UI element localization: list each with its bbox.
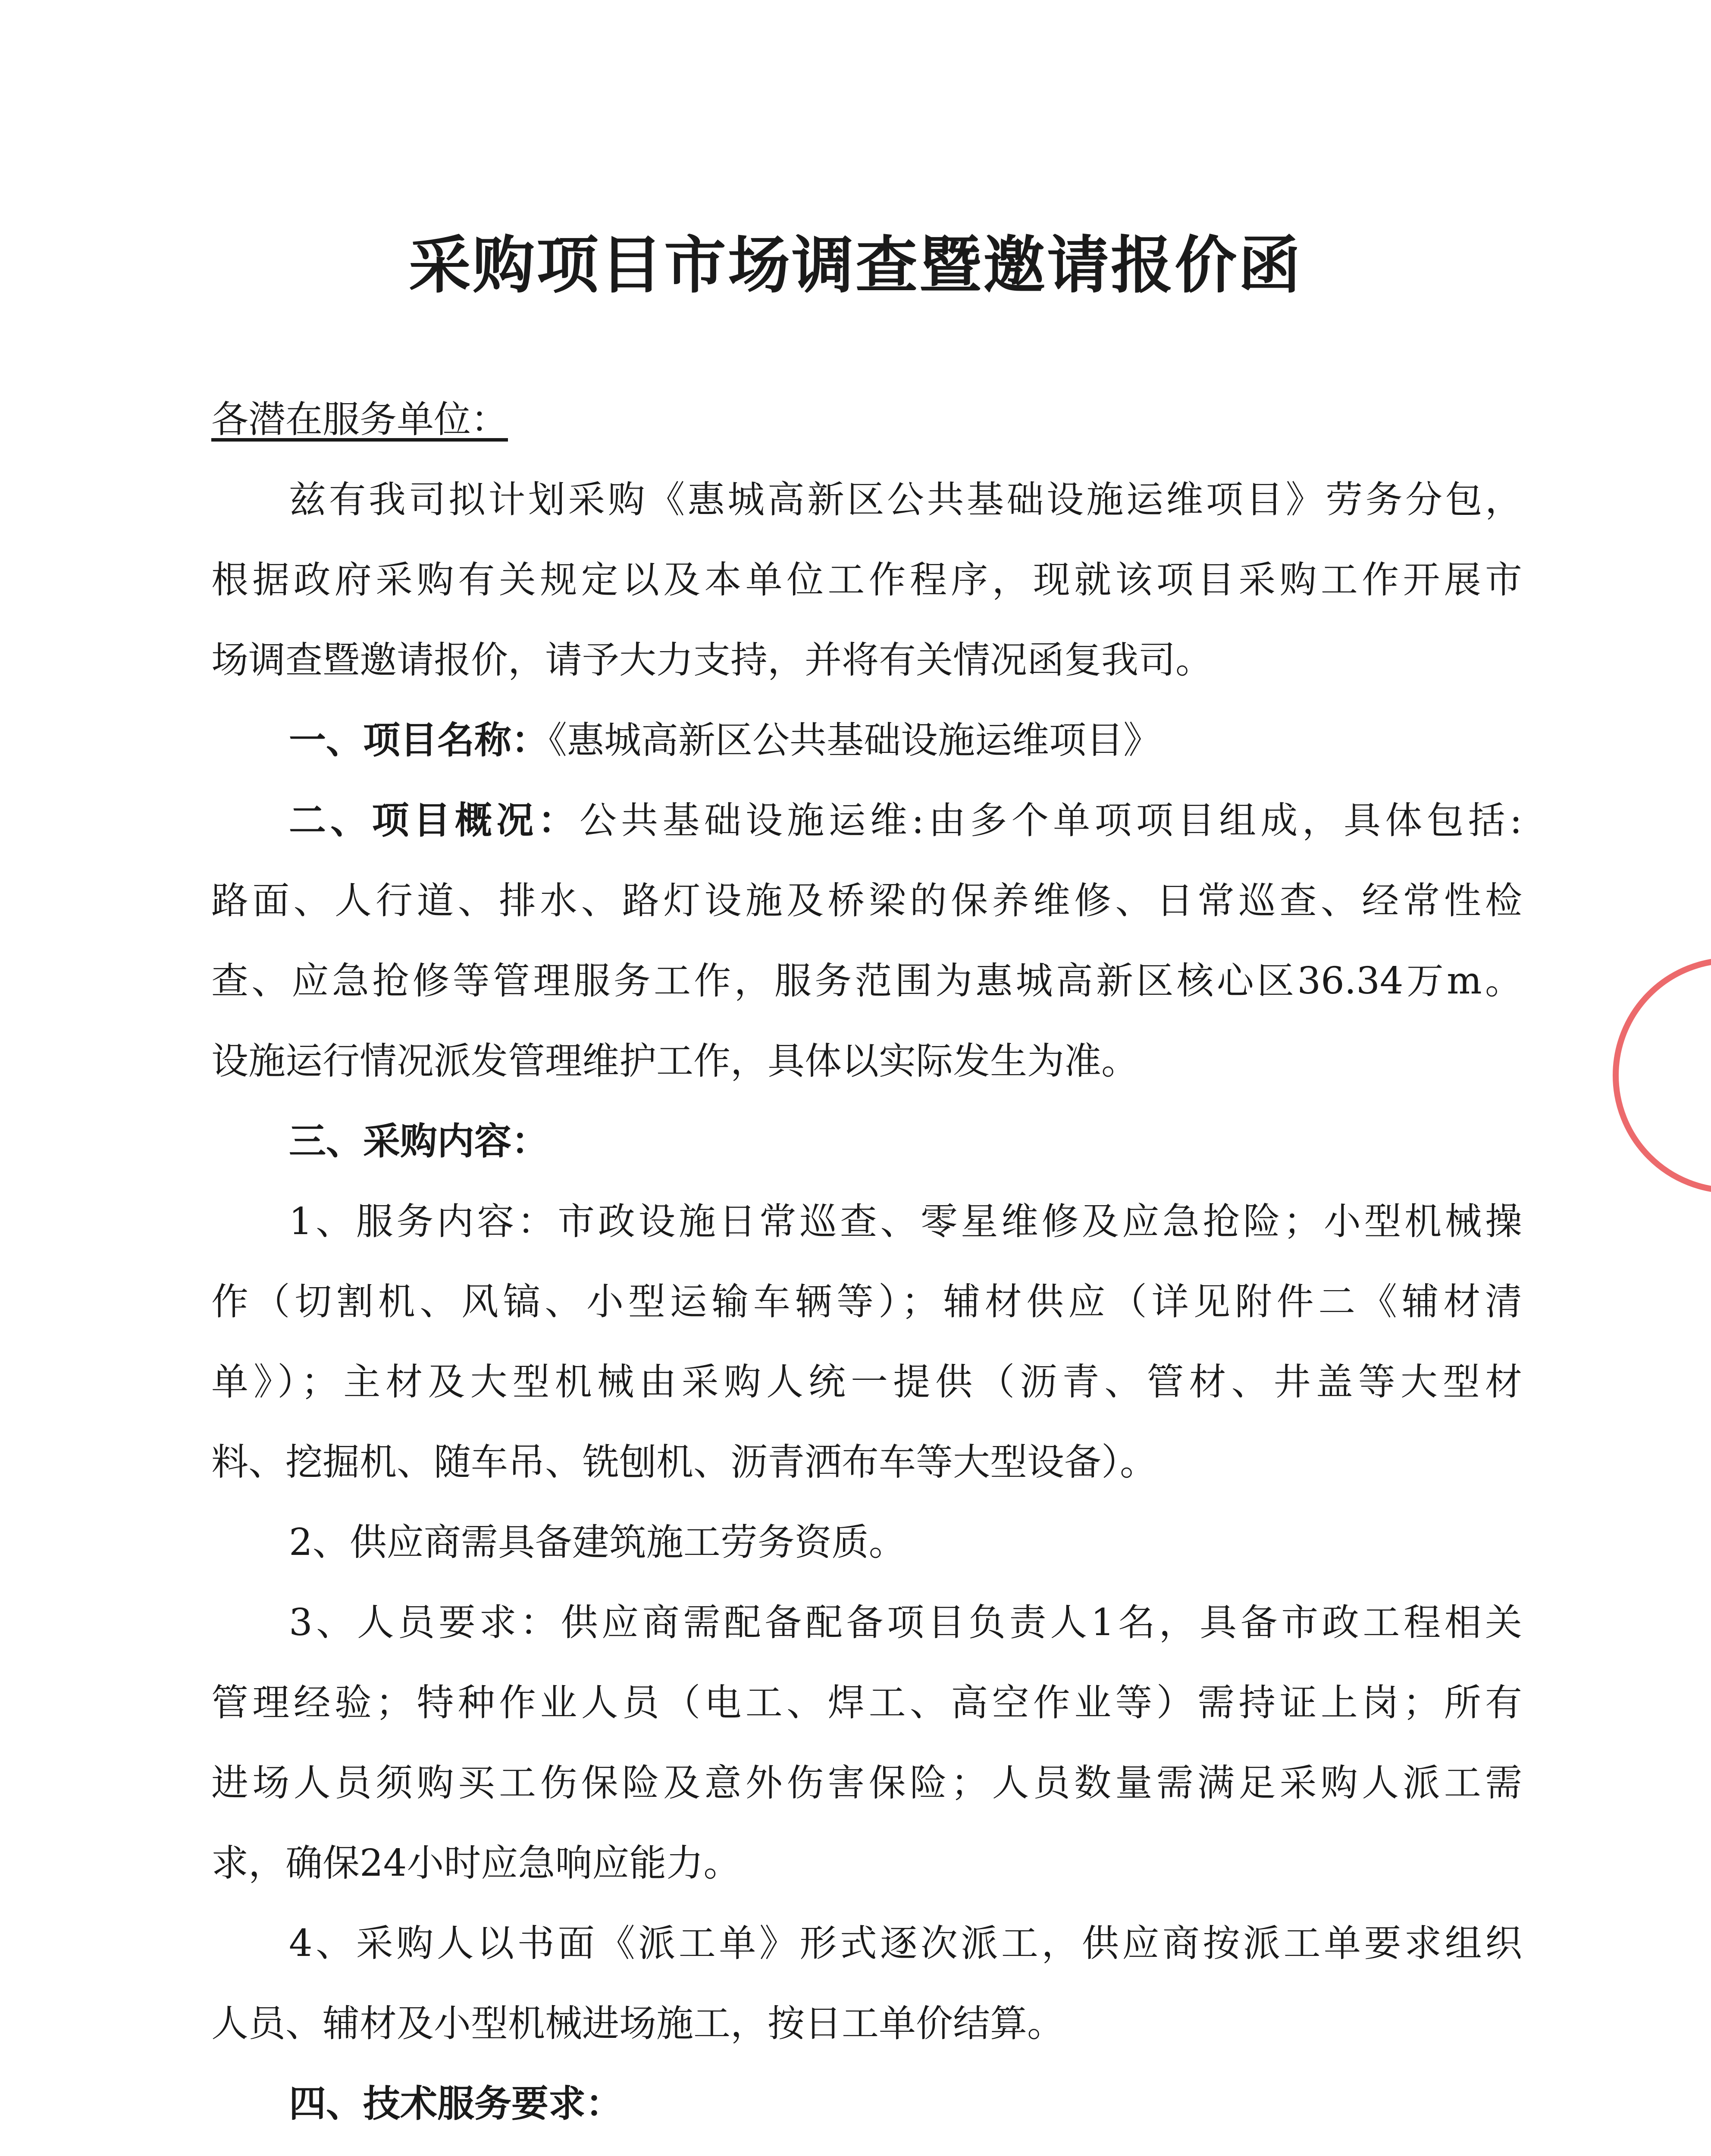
line-text: 1、服务内容：市政设施日常巡查、零星维修及应急抢险；小型机械操 — [289, 1200, 1522, 1243]
salutation-text: 各潜在服务单位： — [211, 398, 508, 441]
line-text: 3、人员要求：供应商需配备配备项目负责人1名，具备市政工程相关 — [289, 1601, 1522, 1644]
paragraph-line — [211, 2144, 1522, 2156]
section-heading: 二、项目概况： — [289, 799, 580, 842]
paragraph-line — [211, 2064, 1522, 2144]
line-text: 单》）；主材及大型机械由采购人统一提供（沥青、管材、井盖等大型材 — [211, 1360, 1522, 1404]
paragraph-line — [211, 941, 1522, 1021]
paragraph-line — [211, 1743, 1522, 1823]
line-text: 料、挖掘机、随车吊、铣刨机、沥青洒布车等大型设备）。 — [211, 1441, 1157, 1484]
section-heading: 一、项目名称： — [289, 719, 548, 762]
line-text: 查、应急抢修等管理服务工作，服务范围为惠城高新区核心区36.34万m。 — [211, 959, 1522, 1003]
section-heading: 三、采购内容： — [289, 1120, 548, 1163]
paragraph-line — [211, 1422, 1522, 1502]
paragraph-line — [211, 700, 1522, 780]
line-text: 《惠城高新区公共基础设施运维项目》 — [548, 719, 1160, 762]
line-text: 2、供应商需具备建筑施工劳务资质。 — [289, 1521, 906, 1564]
line-text: 4、采购人以书面《派工单》形式逐次派工，供应商按派工单要求组织 — [289, 1922, 1522, 1965]
paragraph-line — [211, 1181, 1522, 1262]
document-body — [211, 379, 1522, 2156]
paragraph-line — [211, 1502, 1522, 1583]
paragraph-line — [211, 460, 1522, 540]
paragraph-line — [211, 1262, 1522, 1342]
paragraph-line — [211, 1984, 1522, 2064]
document-title: 采购项目市场调查暨邀请报价函 — [408, 229, 1302, 301]
line-text: 公共基础设施运维:由多个单项项目组成，具体包括: — [579, 799, 1523, 842]
line-text: 根据政府采购有关规定以及本单位工作程序，现就该项目采购工作开展市 — [211, 558, 1522, 602]
line-text: 人员、辅材及小型机械进场施工，按日工单价结算。 — [211, 2002, 1064, 2045]
paragraph-line — [211, 1342, 1522, 1422]
paragraph-line — [211, 1903, 1522, 1984]
section-heading: 四、技术服务要求： — [289, 2082, 623, 2125]
paragraph-line — [211, 861, 1522, 941]
paragraph-line — [211, 1823, 1522, 1903]
paragraph-line — [211, 540, 1522, 620]
line-text: 求，确保24小时应急响应能力。 — [211, 1842, 741, 1885]
seal-text — [1634, 979, 1708, 1177]
paragraph-line — [211, 1021, 1522, 1101]
line-text: 场调查暨邀请报价，请予大力支持，并将有关情况函复我司。 — [211, 639, 1213, 682]
paragraph-line — [211, 1583, 1522, 1663]
paragraph-line — [211, 620, 1522, 700]
paragraph-line — [211, 780, 1522, 861]
line-text: 作（切割机、风镐、小型运输车辆等）；辅材供应（详见附件二《辅材清 — [211, 1280, 1522, 1323]
salutation — [211, 379, 1522, 460]
line-text: 设施运行情况派发管理维护工作，具体以实际发生为准。 — [211, 1040, 1138, 1083]
paragraph-line — [211, 1663, 1522, 1743]
line-text: 管理经验；特种作业人员（电工、焊工、高空作业等）需持证上岗；所有 — [211, 1681, 1522, 1724]
paragraph-line — [211, 1101, 1522, 1181]
line-text: 路面、人行道、排水、路灯设施及桥梁的保养维修、日常巡查、经常性检 — [211, 879, 1522, 922]
line-text: 进场人员须购买工伤保险及意外伤害保险；人员数量需满足采购人派工需 — [211, 1761, 1522, 1805]
line-text: 兹有我司拟计划采购《惠城高新区公共基础设施运维项目》劳务分包， — [289, 478, 1522, 521]
